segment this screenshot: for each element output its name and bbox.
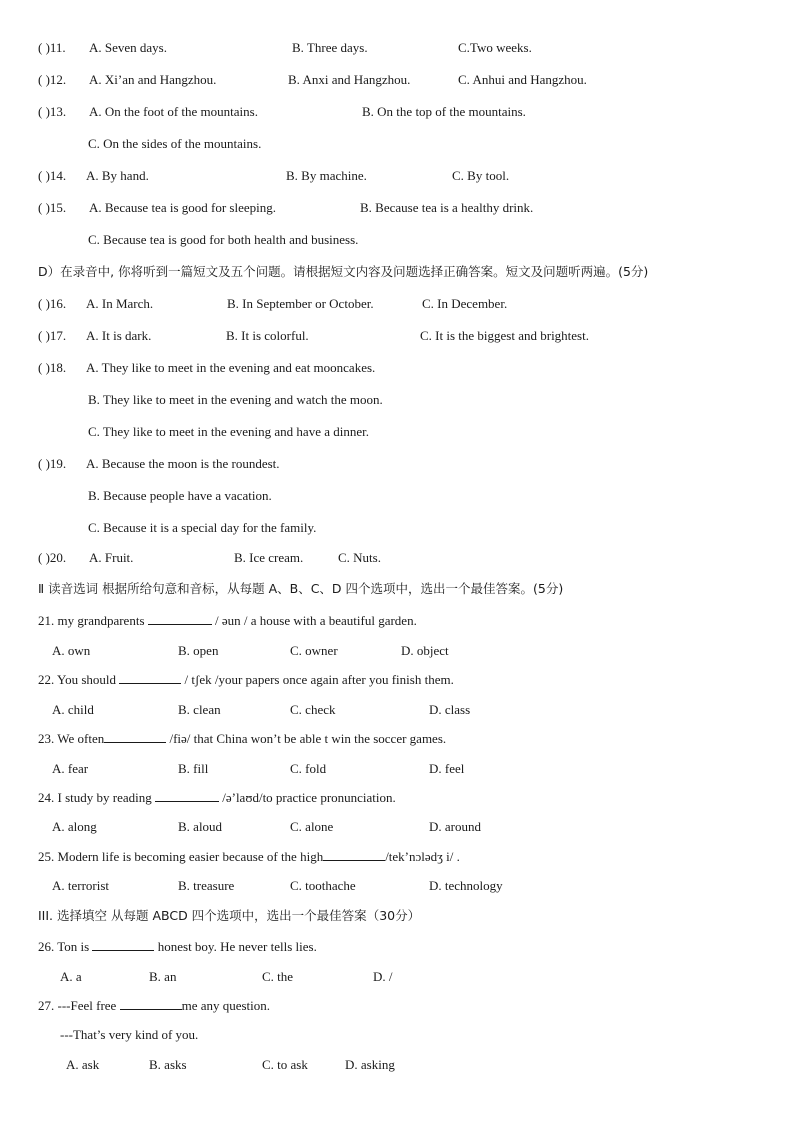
answer-blank[interactable] — [323, 847, 385, 861]
option-b: B. Because tea is a healthy drink. — [360, 200, 534, 215]
option-a: A. along — [52, 819, 97, 834]
question-stem — [38, 788, 396, 808]
option-b: B. open — [178, 643, 219, 658]
stem-text-before: 26. Ton is — [38, 939, 90, 954]
answer-bracket: ( )15. — [38, 200, 67, 215]
option-b: B. Ice cream. — [234, 550, 304, 565]
answer-bracket: ( )13. — [38, 104, 67, 119]
answer-blank[interactable] — [92, 937, 154, 951]
answer-blank[interactable] — [120, 996, 182, 1010]
option-d: D. / — [373, 969, 393, 984]
stem-text-before: 22. You should — [38, 672, 117, 687]
option-c: C.Two weeks. — [458, 40, 532, 55]
section-2-instructions: Ⅱ 读音选词 根据所给句意和音标，从每题 A、B、C、D 四个选项中，选出一个最佳答案。(5分) — [38, 581, 564, 596]
option-a: A. Fruit. — [89, 550, 134, 565]
option-c: C. owner — [290, 643, 338, 658]
option-b: B. asks — [149, 1057, 187, 1072]
option-b: B. Three days. — [292, 40, 368, 55]
option-b: B. treasure — [178, 878, 235, 893]
option-b: B. It is colorful. — [226, 328, 309, 343]
option-b: B. On the top of the mountains. — [362, 104, 526, 119]
option-c: C. On the sides of the mountains. — [88, 136, 262, 151]
part-d-instructions: D）在录音中, 你将听到一篇短文及五个问题。请根据短文内容及问题选择正确答案。短文及问题听两遍。(5分) — [38, 264, 649, 279]
question-stem — [38, 937, 317, 957]
option-a: A. child — [52, 702, 94, 717]
section-3-instructions: III. 选择填空 从每题 ABCD 四个选项中，选出一个最佳答案（30分） — [38, 908, 421, 923]
option-d: D. object — [401, 643, 449, 658]
stem-text-after: / əun / a house with a beautiful garden. — [215, 613, 417, 628]
option-b: B. They like to meet in the evening and watch the moon. — [88, 392, 383, 407]
question-stem — [38, 847, 460, 867]
option-a: A. Xi’an and Hangzhou. — [89, 72, 217, 87]
option-b: B. an — [149, 969, 177, 984]
option-b: B. fill — [178, 761, 209, 776]
answer-bracket: ( )20. — [38, 550, 67, 565]
option-d: D. technology — [429, 878, 503, 893]
answer-blank[interactable] — [119, 670, 181, 684]
option-d: D. feel — [429, 761, 465, 776]
option-a: A. Seven days. — [89, 40, 167, 55]
option-b: B. In September or October. — [227, 296, 374, 311]
option-c: C. the — [262, 969, 294, 984]
stem-text-before: 23. We often — [38, 731, 105, 746]
option-c: C. Because it is a special day for the family. — [88, 520, 317, 535]
option-a: A. fear — [52, 761, 89, 776]
stem-text-after: me any question. — [181, 998, 271, 1013]
answer-blank[interactable] — [148, 611, 212, 625]
option-b: B. By machine. — [286, 168, 367, 183]
answer-bracket: ( )17. — [38, 328, 67, 343]
stem-text-before: 27. ---Feel free — [38, 998, 117, 1013]
stem-text-after: /fiə/ that China won’t be able t win the soccer games. — [169, 731, 447, 746]
option-c: C. alone — [290, 819, 334, 834]
question-stem — [38, 611, 417, 631]
option-c: C. check — [290, 702, 336, 717]
answer-blank[interactable] — [155, 788, 219, 802]
stem-text-after: /ə’laʊd/to practice pronunciation. — [222, 790, 396, 805]
question-stem — [38, 729, 446, 749]
option-a: A. own — [52, 643, 91, 658]
stem-text-after: /tek’nɔlədʒ i/ . — [385, 849, 460, 864]
option-a: A. On the foot of the mountains. — [89, 104, 258, 119]
option-c: C. By tool. — [452, 168, 510, 183]
question-stem — [38, 670, 454, 690]
answer-bracket: ( )19. — [38, 456, 67, 471]
option-b: B. clean — [178, 702, 221, 717]
option-d: D. class — [429, 702, 471, 717]
stem-text-before: 21. my grandparents — [38, 613, 145, 628]
option-a: A. In March. — [86, 296, 154, 311]
option-b: B. Because people have a vacation. — [88, 488, 272, 503]
option-c: C. fold — [290, 761, 327, 776]
option-b: B. aloud — [178, 819, 223, 834]
answer-blank[interactable] — [104, 729, 166, 743]
answer-bracket: ( )12. — [38, 72, 67, 87]
option-c: C. to ask — [262, 1057, 308, 1072]
option-c: C. In December. — [422, 296, 508, 311]
answer-bracket: ( )14. — [38, 168, 67, 183]
dialogue-reply: ---That’s very kind of you. — [60, 1027, 199, 1042]
option-c: C. Nuts. — [338, 550, 381, 565]
question-stem — [38, 996, 270, 1016]
option-a: A. a — [60, 969, 82, 984]
option-a: A. Because tea is good for sleeping. — [89, 200, 277, 215]
option-a: A. terrorist — [52, 878, 110, 893]
answer-bracket: ( )11. — [38, 40, 66, 55]
answer-bracket: ( )16. — [38, 296, 67, 311]
option-c: C. It is the biggest and brightest. — [420, 328, 589, 343]
option-a: A. Because the moon is the roundest. — [86, 456, 280, 471]
option-c: C. Anhui and Hangzhou. — [458, 72, 587, 87]
option-c: C. They like to meet in the evening and have a dinner. — [88, 424, 369, 439]
option-a: A. They like to meet in the evening and eat mooncakes. — [86, 360, 376, 375]
answer-bracket: ( )18. — [38, 360, 67, 375]
option-a: A. It is dark. — [86, 328, 152, 343]
stem-text-after: / tʃek /your papers once again after you finish them. — [184, 672, 454, 687]
option-c: C. toothache — [290, 878, 356, 893]
option-a: A. By hand. — [86, 168, 149, 183]
stem-text-before: 24. I study by reading — [38, 790, 152, 805]
option-c: C. Because tea is good for both health and business. — [88, 232, 359, 247]
option-b: B. Anxi and Hangzhou. — [288, 72, 411, 87]
stem-text-before: 25. Modern life is becoming easier because of the high — [38, 849, 324, 864]
option-a: A. ask — [66, 1057, 100, 1072]
option-d: D. around — [429, 819, 481, 834]
stem-text-after: honest boy. He never tells lies. — [157, 939, 317, 954]
option-d: D. asking — [345, 1057, 395, 1072]
